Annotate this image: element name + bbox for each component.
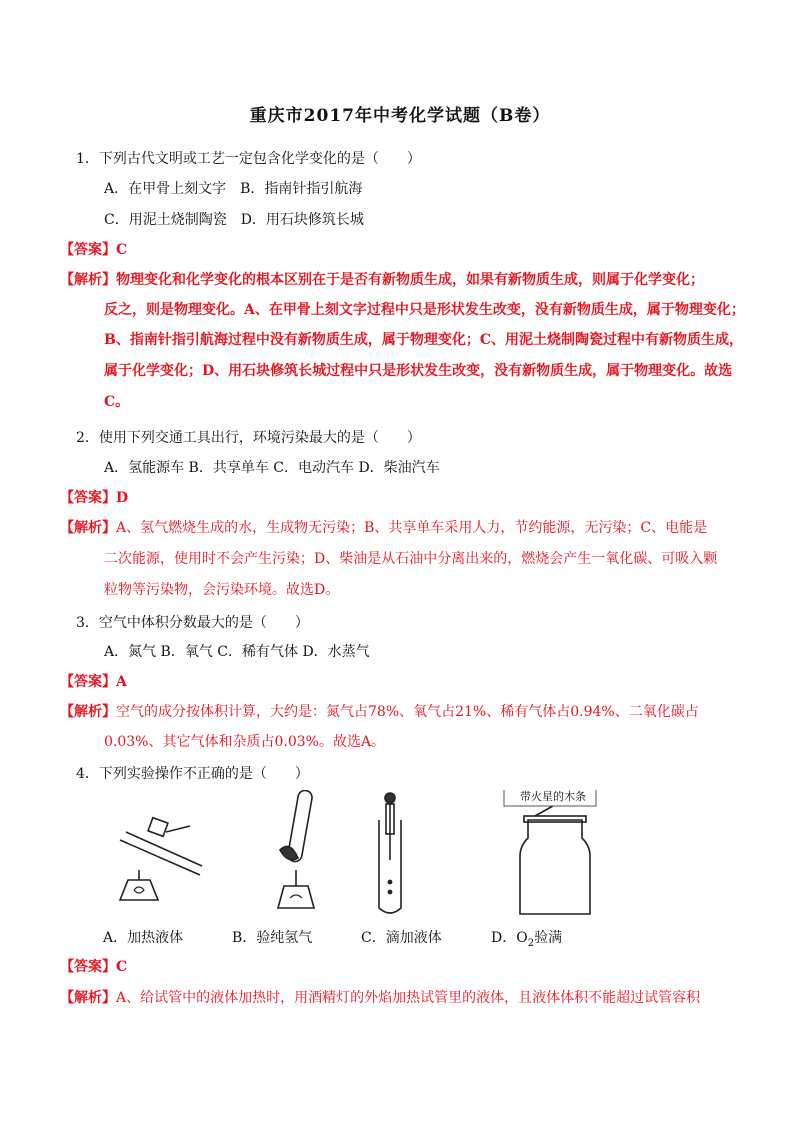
q1-explain-3: B、指南针指引航海过程中没有新物质生成，属于物理变化；C、用泥土烧制陶瓷过程中有新物质生成， <box>104 332 743 348</box>
q4-figures-svg <box>90 790 710 920</box>
figure-d-oxygen-check <box>504 790 596 914</box>
q3-options: A．氮气 B．氧气 C．稀有气体 D．水蒸气 <box>104 644 370 660</box>
q4-option-c: C．滴加液体 <box>361 930 442 946</box>
q4-lab-figures <box>90 790 710 920</box>
q3-explain-tag: 【解析】 <box>60 704 116 720</box>
q3-answer: 【答案】A <box>60 674 127 690</box>
q2-answer: 【答案】D <box>60 490 129 506</box>
figure-c-dropping-liquid <box>379 793 401 913</box>
q2-options: A．氢能源车 B．共享单车 C．电动汽车 D．柴油汽车 <box>104 460 440 476</box>
page-title: 重庆市2017年中考化学试题（B卷） <box>249 106 551 126</box>
q1-explain-2: 反之，则是物理变化。A、在甲骨上刻文字过程中只是形状发生改变，没有新物质生成，属于物理变化； <box>104 302 745 318</box>
q1-explain-4: 属于化学变化；D、用石块修筑长城过程中只是形状发生改变，没有新物质生成，属于物理变化。故选 <box>104 363 733 379</box>
q1-explain-tag: 【解析】 <box>60 272 116 288</box>
q1-explain-5: C。 <box>104 394 130 410</box>
q1-stem: 1．下列古代文明或工艺一定包含化学变化的是（ ） <box>76 151 421 167</box>
q4-option-a: A．加热液体 <box>103 930 184 946</box>
q2-explain-2: 二次能源，使用时不会产生污染；D、柴油是从石油中分离出来的，燃烧会产生一氧化碳、可吸入颗 <box>104 551 718 567</box>
figure-a-heating-liquid <box>120 818 202 900</box>
q2-stem: 2．使用下列交通工具出行，环境污染最大的是（ ） <box>76 430 421 446</box>
q1-explain-1 <box>60 270 704 290</box>
q4-option-d-suffix: 验满 <box>534 930 563 946</box>
q4-explain-tag: 【解析】 <box>60 990 116 1006</box>
q1-options-2: C．用泥土烧制陶瓷 D．用石块修筑长城 <box>104 212 364 228</box>
q4-explain-text-1: A、给试管中的液体加热时，用酒精灯的外焰加热试管里的液体，且液体体积不能超过试管容积 <box>116 990 701 1006</box>
figure-d-label: 带火星的木条 <box>520 790 586 803</box>
q1-explain-text-1: 物理变化和化学变化的根本区别在于是否有新物质生成，如果有新物质生成，则属于化学变化； <box>116 272 704 288</box>
q3-explain-1 <box>60 702 699 722</box>
q2-explain-3: 粒物等污染物，会污染环境。故选D。 <box>104 582 340 598</box>
q4-option-d <box>491 927 562 949</box>
q2-explain-1 <box>60 518 707 538</box>
q1-options-1: A．在甲骨上刻文字 B．指南针指引航海 <box>104 181 363 197</box>
q4-answer: 【答案】C <box>60 959 128 975</box>
q4-option-d-prefix: D．O <box>491 930 528 946</box>
q1-answer: 【答案】C <box>60 242 128 258</box>
q4-stem: 4．下列实验操作不正确的是（ ） <box>76 766 309 782</box>
q4-option-b: B．验纯氢气 <box>232 930 313 946</box>
q4-explain-1 <box>60 988 700 1008</box>
q2-explain-tag: 【解析】 <box>60 520 116 536</box>
q3-stem: 3．空气中体积分数最大的是（ ） <box>76 615 309 631</box>
q4-option-d-sub: 2 <box>527 937 535 949</box>
figure-b-testing-hydrogen <box>278 790 314 908</box>
q3-explain-text-1: 空气的成分按体积计算，大约是：氮气占78%、氧气占21%、稀有气体占0.94%、二氧化碳占 <box>116 704 699 720</box>
q3-explain-2: 0.03%、其它气体和杂质占0.03%。故选A。 <box>104 734 386 750</box>
q2-explain-text-1: A、氢气燃烧生成的水，生成物无污染；B、共享单车采用人力，节约能源，无污染；C、电能是 <box>116 520 708 536</box>
